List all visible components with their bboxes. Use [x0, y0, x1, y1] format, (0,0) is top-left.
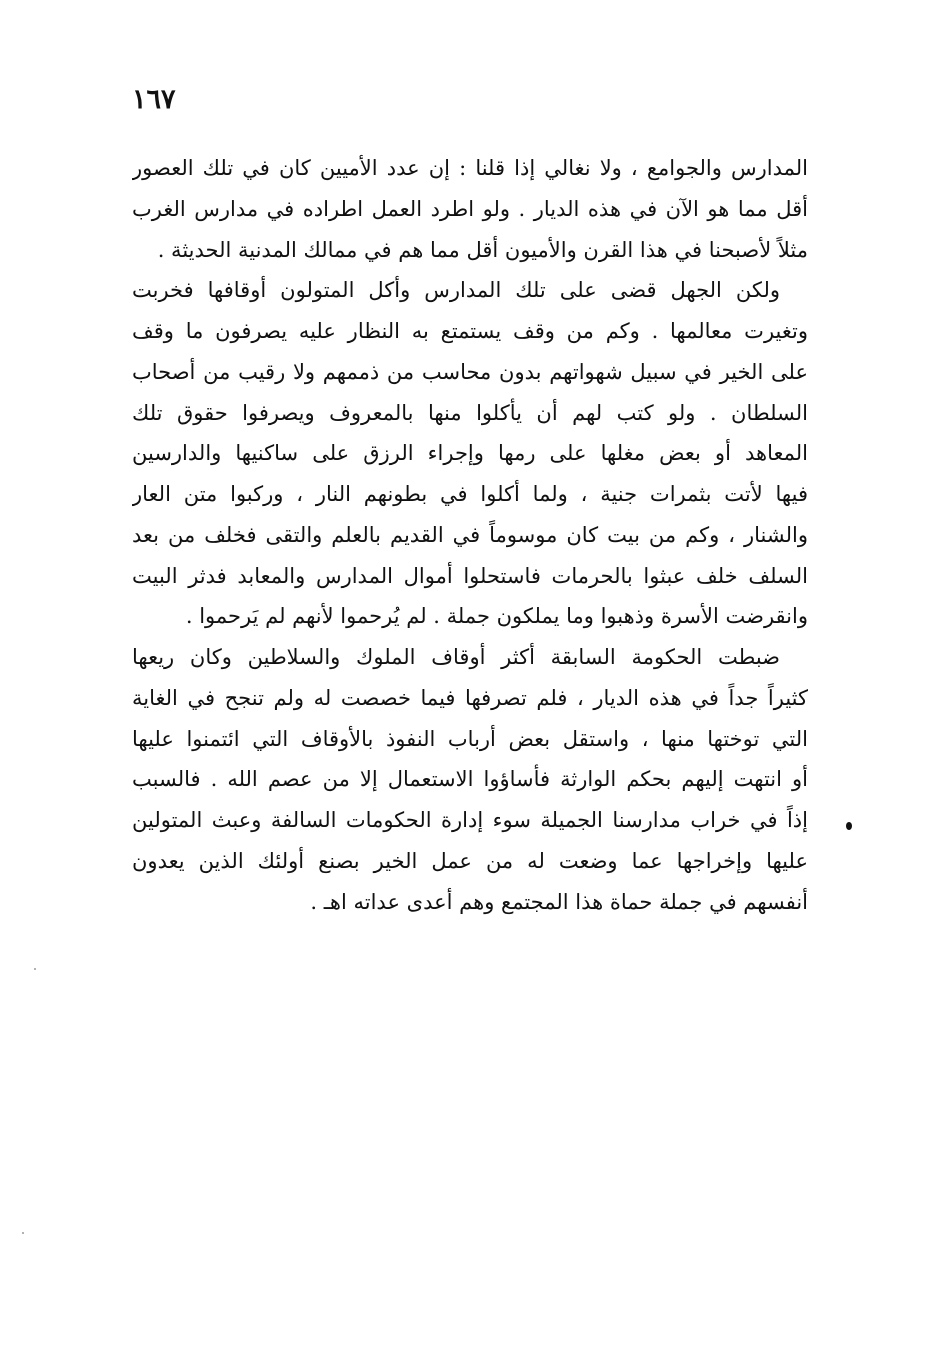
text-line: أو انتهت إليهم بحكم الوارثة فأساؤوا الاستعمال إلا من عصم الله . فالسبب: [132, 767, 808, 792]
text-line: أنفسهم في جملة حماة هذا المجتمع وهم أعدى عداته اهـ .: [310, 889, 808, 914]
text-line: وتغيرت معالمها . وكم من وقف يستمتع به النظار عليه يصرفون ما وقف: [132, 319, 808, 343]
text-line: عليها وإخراجها عما وضعت له من عمل الخير بصنع أولئك الذين يعدون: [132, 848, 808, 873]
text-line: وانقرضت الأسرة وذهبوا وما يملكون جملة . لم يُرحموا لأنهم لم يَرحموا .: [185, 604, 808, 629]
ink-speck: [846, 822, 852, 830]
text-line: مثلاً لأصبحنا في هذا القرن والأميون أقل مما هم في ممالك المدنية الحديثة .: [157, 237, 808, 262]
text-line: التي توختها منها ، واستقل بعض أرباب النفوذ بالأوقاف التي ائتمنوا عليها: [132, 726, 808, 751]
text-line: فيها لأتت بثمرات جنية ، ولما أكلوا في بطونهم النار ، وركبوا متن العار: [132, 482, 808, 506]
page-number: ١٦٧: [132, 84, 176, 115]
text-line: إذاً في خراب مدارسنا الجميلة سوء إدارة الحكومات السالفة وعبث المتولين: [132, 808, 808, 832]
scan-speck: [22, 1232, 24, 1234]
text-line: على الخير في سبيل شهواتهم بدون محاسب من ذممهم ولا رقيب من أصحاب: [132, 359, 808, 384]
text-line: والشنار ، وكم من بيت كان موسوماً في القديم بالعلم والتقى فخلف من بعد: [132, 522, 808, 547]
text-line: السلطان . ولو كتب لهم أن يأكلوا منها بالمعروف ويصرفوا حقوق تلك: [132, 400, 808, 425]
text-line: ولكن الجهل قضى على تلك المدارس وأكل المتولون أوقافها فخربت: [132, 278, 780, 303]
text-line: كثيراً جداً في هذه الديار ، فلم تصرفها فيما خصصت له ولم تنجح في الغاية: [132, 685, 808, 710]
text-line: المدارس والجوامع ، ولا نغالي إذا قلنا : إن عدد الأميين كان في تلك العصور: [132, 156, 808, 180]
text-line: أقل مما هو الآن في هذه الديار . ولو اطرد العمل اطراده في مدارس الغرب: [132, 196, 808, 221]
text-line: السلف خلف عبثوا بالحرمات فاستحلوا أموال المدارس والمعابد فدثر البيت: [132, 563, 808, 588]
body-text: [132, 148, 808, 922]
text-line: ضبطت الحكومة السابقة أكثر أوقاف الملوك والسلاطين وكان ريعها: [132, 645, 780, 669]
text-line: المعاهد أو بعض مغلها على رمها وإجراء الرزق على ساكنيها والدارسين: [132, 441, 808, 466]
scan-speck: [34, 968, 36, 970]
